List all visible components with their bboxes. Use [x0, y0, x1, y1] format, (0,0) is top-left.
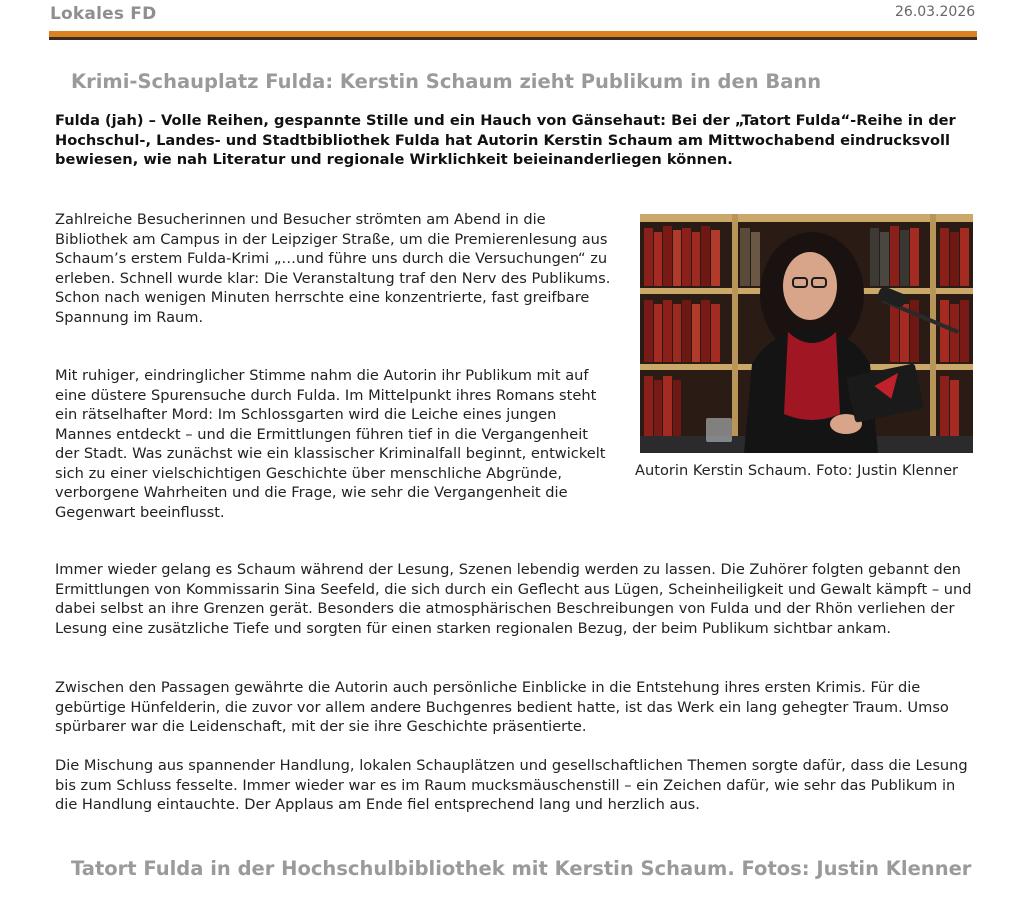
article-paragraph-5: Die Mischung aus spannender Handlung, lokalen Schauplätzen und gesellschaftlichen Themen sorgte dafür, dass die Lesung bis zum Schluss fesselte. Immer wieder war es im Raum mucksmäuschenstill – ein Zeichen dafür, wie sehr das Publikum in die Handlung eintauchte. Der Applaus am Ende fiel entsprechend lang und herzlich aus.: [55, 757, 968, 813]
gallery-title: Tatort Fulda in der Hochschulbibliothek mit Kerstin Schaum. Fotos: Justin Klenner: [71, 857, 972, 880]
reading-photo-illustration: [640, 214, 973, 453]
article-photo[interactable]: [640, 214, 973, 453]
article-lead: Fulda (jah) – Volle Reihen, gespannte Stille und ein Hauch von Gänsehaut: Bei der „Tatort Fulda“-Reihe in der Hochschul-, Landes- und Stadtbibliothek Fulda hat Autorin Kerstin Schaum am Mittwochabend eindrucksvoll bewiesen, wie nah Literatur und regionale Wirklichkeit beieinanderliegen können.: [55, 112, 956, 168]
article-paragraph-2: Mit ruhiger, eindringlicher Stimme nahm die Autorin ihr Publikum mit auf eine düstere Spurensuche durch Fulda. Im Mittelpunkt ihres Romans steht ein rätselhafter Mord: Im Schlossgarten wird die Leiche eines jungen Mannes entdeckt – und die Ermittlungen führen tief in die Vergangenheit der Stadt. Was zunächst wie ein klassischer Kriminalfall beginnt, entwickelt sich zu einer vielschichtigen Geschichte über menschliche Abgründe, verborgene Wahrheiten und die Frage, wie sehr die Vergangenheit die Gegenwart beeinflusst.: [55, 367, 606, 521]
photo-caption: Autorin Kerstin Schaum. Foto: Justin Klenner: [635, 462, 959, 479]
article-paragraph-4: Zwischen den Passagen gewährte die Autorin auch persönliche Einblicke in die Entstehung ihres ersten Krimis. Für die gebürtige Hünfelderin, die zuvor vor allem andere Buchgenres bedient hatte, ist das Werk ein lang gehegter Traum. Umso spürbarer war die Leidenschaft, mit der sie ihre Geschichte präsentierte.: [55, 679, 949, 735]
publish-date: 26.03.2026: [895, 4, 976, 20]
header-rule-dark: [49, 37, 977, 40]
article-paragraph-3: Immer wieder gelang es Schaum während der Lesung, Szenen lebendig werden zu lassen. Die Zuhörer folgten gebannt den Ermittlungen von Kommissarin Sina Seefeld, die sich durch ein Geflecht aus Lügen, Scheinheiligkeit und Gewalt kämpft – und dabei selbst an ihre Grenzen gerät. Besonders die atmosphärischen Beschreibungen von Fulda und der Rhön verliehen der Lesung eine zusätzliche Tiefe und sorgten für einen starken regionalen Bezug, der beim Publikum sichtbar ankam.: [55, 561, 972, 637]
article-paragraph-1: Zahlreiche Besucherinnen und Besucher strömten am Abend in die Bibliothek am Campus in der Leipziger Straße, um die Premierenlesung aus Schaum’s erstem Fulda-Krimi „…und führe uns durch die Versuchungen“ zu erleben. Schnell wurde klar: Die Veranstaltung traf den Nerv des Publikums. Schon nach wenigen Minuten herrschte eine konzentrierte, fast greifbare Spannung im Raum.: [55, 211, 611, 326]
article-headline: Krimi-Schauplatz Fulda: Kerstin Schaum zieht Publikum in den Bann: [71, 70, 822, 93]
section-label[interactable]: Lokales FD: [50, 4, 157, 24]
top-header: [0, 0, 1024, 44]
